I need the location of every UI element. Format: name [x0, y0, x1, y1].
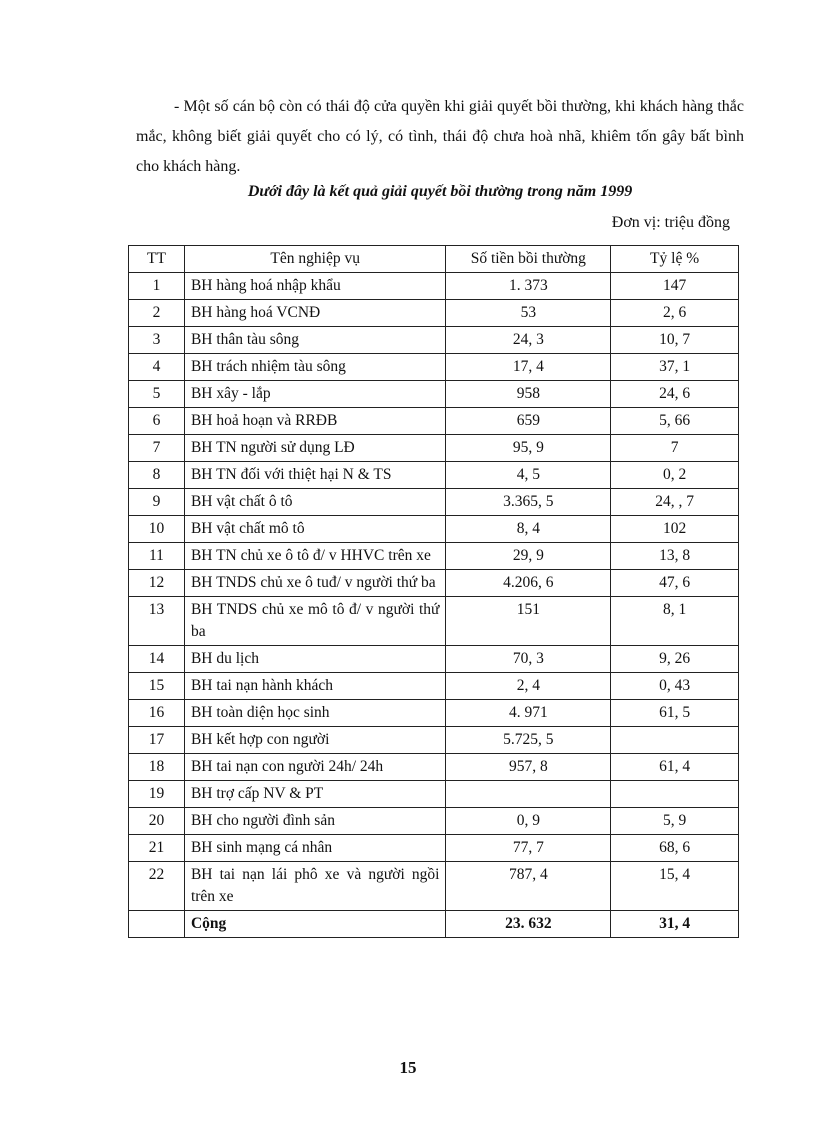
row-name: BH TN chủ xe ô tô đ/ v HHVC trên xe [184, 543, 446, 570]
row-name: BH cho người đình sản [184, 808, 446, 835]
row-name: BH TNDS chủ xe ô tuđ/ v người thứ ba [184, 570, 446, 597]
row-amount: 958 [446, 381, 611, 408]
table-row [129, 781, 739, 808]
table-header-row [129, 246, 739, 273]
row-amount: 4. 971 [446, 700, 611, 727]
row-tt: 16 [129, 700, 185, 727]
row-name: BH xây - lắp [184, 381, 446, 408]
table-row [129, 808, 739, 835]
row-name: BH TNDS chủ xe mô tô đ/ v người thứ ba [184, 597, 446, 646]
claims-table [128, 245, 739, 938]
header-name: Tên nghiệp vụ [184, 246, 446, 273]
row-name: BH vật chất ô tô [184, 489, 446, 516]
row-tt: 8 [129, 462, 185, 489]
row-tt: 4 [129, 354, 185, 381]
table-row [129, 754, 739, 781]
row-name: BH kết hợp con người [184, 727, 446, 754]
row-tt: 3 [129, 327, 185, 354]
row-percent: 5, 9 [611, 808, 739, 835]
table-row [129, 381, 739, 408]
row-tt: 6 [129, 408, 185, 435]
row-tt: 18 [129, 754, 185, 781]
row-tt: 10 [129, 516, 185, 543]
row-percent [611, 781, 739, 808]
header-tt: TT [129, 246, 185, 273]
row-percent: 24, 6 [611, 381, 739, 408]
row-amount: 787, 4 [446, 862, 611, 911]
row-percent: 5, 66 [611, 408, 739, 435]
row-amount: 1. 373 [446, 273, 611, 300]
table-row [129, 516, 739, 543]
row-amount: 957, 8 [446, 754, 611, 781]
total-percent: 31, 4 [611, 911, 739, 938]
row-tt: 5 [129, 381, 185, 408]
row-amount: 2, 4 [446, 673, 611, 700]
row-tt: 1 [129, 273, 185, 300]
row-name: BH toàn diện học sinh [184, 700, 446, 727]
row-percent: 10, 7 [611, 327, 739, 354]
intro-paragraph [136, 92, 744, 182]
table-row [129, 489, 739, 516]
row-tt: 11 [129, 543, 185, 570]
row-percent: 13, 8 [611, 543, 739, 570]
row-name: BH thân tàu sông [184, 327, 446, 354]
table-row [129, 327, 739, 354]
page-number: 15 [399, 1058, 417, 1077]
row-name: BH vật chất mô tô [184, 516, 446, 543]
table-row [129, 570, 739, 597]
row-name: BH trợ cấp NV & PT [184, 781, 446, 808]
unit-label: Đơn vị: triệu đồng [611, 214, 730, 231]
row-percent: 0, 2 [611, 462, 739, 489]
row-amount: 95, 9 [446, 435, 611, 462]
table-row [129, 273, 739, 300]
row-percent: 8, 1 [611, 597, 739, 646]
table-title: Dưới đây là kết quả giải quyết bồi thường trong năm 1999 [247, 183, 633, 200]
row-tt: 20 [129, 808, 185, 835]
row-amount: 17, 4 [446, 354, 611, 381]
total-tt [129, 911, 185, 938]
table-row [129, 300, 739, 327]
row-name: BH tai nạn con người 24h/ 24h [184, 754, 446, 781]
row-amount: 3.365, 5 [446, 489, 611, 516]
table-row [129, 727, 739, 754]
row-tt: 14 [129, 646, 185, 673]
header-percent: Tỷ lệ % [611, 246, 739, 273]
header-amount: Số tiền bồi thường [446, 246, 611, 273]
table-row [129, 408, 739, 435]
row-name: BH tai nạn hành khách [184, 673, 446, 700]
table-row [129, 646, 739, 673]
row-percent: 68, 6 [611, 835, 739, 862]
row-name: BH du lịch [184, 646, 446, 673]
row-amount: 4.206, 6 [446, 570, 611, 597]
table-row [129, 354, 739, 381]
row-percent: 2, 6 [611, 300, 739, 327]
row-tt: 21 [129, 835, 185, 862]
row-percent: 47, 6 [611, 570, 739, 597]
row-amount [446, 781, 611, 808]
table-row [129, 462, 739, 489]
row-tt: 19 [129, 781, 185, 808]
row-name: BH hàng hoá VCNĐ [184, 300, 446, 327]
row-tt: 17 [129, 727, 185, 754]
row-name: BH hàng hoá nhập khẩu [184, 273, 446, 300]
row-amount: 53 [446, 300, 611, 327]
row-amount: 659 [446, 408, 611, 435]
row-tt: 15 [129, 673, 185, 700]
row-name: BH hoả hoạn và RRĐB [184, 408, 446, 435]
row-tt: 7 [129, 435, 185, 462]
table-row [129, 673, 739, 700]
row-amount: 8, 4 [446, 516, 611, 543]
total-row [129, 911, 739, 938]
row-percent: 0, 43 [611, 673, 739, 700]
row-amount: 29, 9 [446, 543, 611, 570]
row-percent: 61, 4 [611, 754, 739, 781]
table-row [129, 543, 739, 570]
row-amount: 24, 3 [446, 327, 611, 354]
total-label: Cộng [184, 911, 446, 938]
row-name: BH trách nhiệm tàu sông [184, 354, 446, 381]
row-name: BH tai nạn lái phô xe và người ngồi trên xe [184, 862, 446, 911]
row-amount: 4, 5 [446, 462, 611, 489]
table-row [129, 862, 739, 911]
row-percent: 147 [611, 273, 739, 300]
row-amount: 151 [446, 597, 611, 646]
row-amount: 5.725, 5 [446, 727, 611, 754]
table-row [129, 835, 739, 862]
row-percent: 15, 4 [611, 862, 739, 911]
row-tt: 22 [129, 862, 185, 911]
row-percent [611, 727, 739, 754]
row-percent: 37, 1 [611, 354, 739, 381]
intro-paragraph-text: - Một số cán bộ còn có thái độ cửa quyền khi giải quyết bồi thường, khi khách hàng thắc mắc, không biết giải quyết cho có lý, có tình, thái độ chưa hoà nhã, khiêm tốn gây bất bình cho khách hàng. [136, 98, 744, 175]
row-percent: 7 [611, 435, 739, 462]
row-amount: 0, 9 [446, 808, 611, 835]
row-tt: 12 [129, 570, 185, 597]
row-amount: 77, 7 [446, 835, 611, 862]
row-name: BH sinh mạng cá nhân [184, 835, 446, 862]
row-tt: 2 [129, 300, 185, 327]
row-name: BH TN người sử dụng LĐ [184, 435, 446, 462]
row-name: BH TN đối với thiệt hại N & TS [184, 462, 446, 489]
row-percent: 9, 26 [611, 646, 739, 673]
row-tt: 9 [129, 489, 185, 516]
row-tt: 13 [129, 597, 185, 646]
table-row [129, 435, 739, 462]
row-percent: 102 [611, 516, 739, 543]
row-percent: 61, 5 [611, 700, 739, 727]
row-percent: 24, , 7 [611, 489, 739, 516]
total-amount: 23. 632 [446, 911, 611, 938]
row-amount: 70, 3 [446, 646, 611, 673]
table-row [129, 597, 739, 646]
table-row [129, 700, 739, 727]
